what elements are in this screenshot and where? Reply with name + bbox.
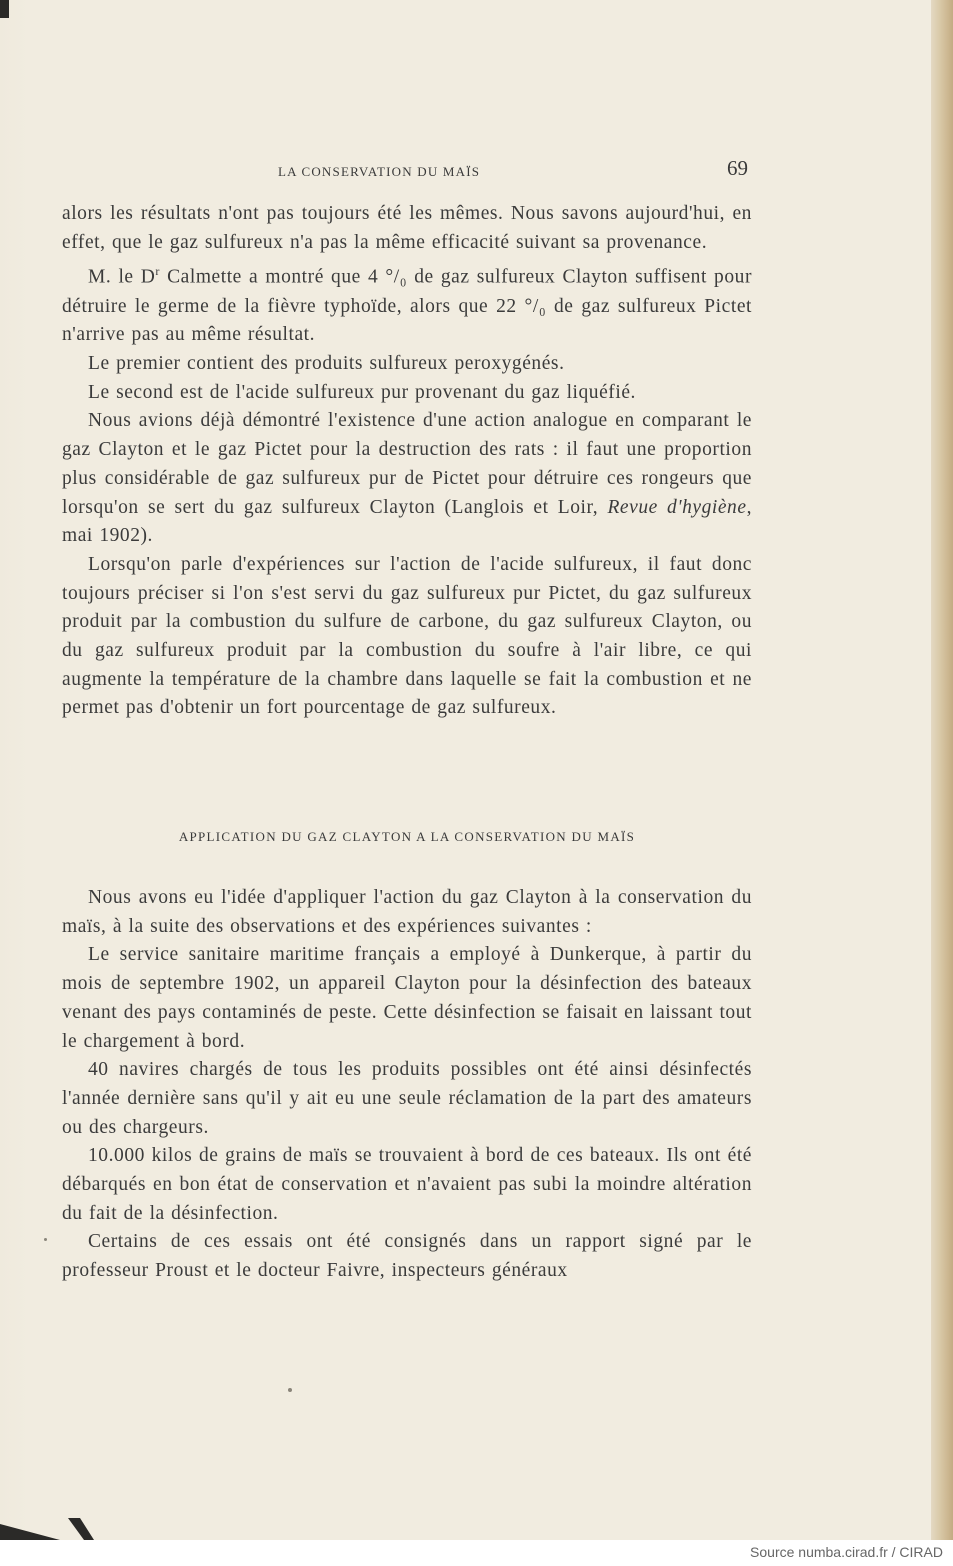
- paragraph: Certains de ces essais ont été consignés dans un rapport signé par le professeur Proust et le docteur Faivre, inspecteurs généraux: [62, 1231, 752, 1282]
- body-text-bottom: [62, 884, 752, 1286]
- paragraph: M. le $D^r$ Calmette a montré que 4 °/₀ de gaz sulfureux Clayton suffisent pour détruire le germe de la fièvre typhoïde, alors que 22 °/₀ de gaz sulfureux Pictet n'arrive pas au même résultat.: [62, 264, 753, 346]
- paragraph: Le premier contient des produits sulfureux peroxygénés.: [88, 353, 565, 375]
- section-title: APPLICATION DU GAZ CLAYTON A LA CONSERVATION DU MAÏS: [178, 829, 636, 844]
- page-header: [262, 156, 752, 186]
- scan-bottom-corner-mark: [0, 1518, 95, 1540]
- paper-speck: [44, 1238, 47, 1241]
- source-credit: Source numba.cirad.fr / CIRAD: [750, 1544, 943, 1560]
- paragraph: Lorsqu'on parle d'expériences sur l'action de l'acide sulfureux, il faut donc toujours préciser si l'on s'est servi du gaz sulfureux pur Pictet, du gaz sulfureux produit par la combustion du sulfure de carbone, du gaz sulfureux Clayton, ou du gaz sulfureux produit par la combustion du soufre à l'air libre, ce qui augmente la température de la chambre dans laquelle se fait la combustion et ne permet pas d'obtenir un fort pourcentage de gaz sulfureux.: [62, 553, 752, 719]
- paragraph: 40 navires chargés de tous les produits possibles ont été ainsi désinfectés l'année dernière sans qu'il y ait eu une seule réclamation de la part des amateurs ou des chargeurs.: [62, 1059, 752, 1138]
- paragraph: Nous avions déjà démontré l'existence d'une action analogue en comparant le gaz Clayton et le gaz Pictet pour la destruction des rats : il faut une proportion plus considérable de gaz sulfureux pur de Pictet pour détruire ces rongeurs que lorsqu'on se sert du gaz sulfureux Clayton (Langlois et Loir, Revue d'hygiène, mai 1902).: [62, 410, 752, 547]
- body-text-top: [62, 200, 752, 723]
- paragraph: Le second est de l'acide sulfureux pur provenant du gaz liquéfié.: [88, 381, 636, 403]
- footer-bar: [0, 1540, 953, 1566]
- paragraph: alors les résultats n'ont pas toujours été les mêmes. Nous savons aujourd'hui, en effet, que le gaz sulfureux n'a pas la même efficacité suivant sa provenance.: [62, 203, 752, 253]
- paragraph: Nous avons eu l'idée d'appliquer l'action du gaz Clayton à la conservation du maïs, à la suite des observations et des expériences suivantes :: [62, 887, 752, 937]
- scan-corner-mark: [0, 0, 9, 18]
- running-head: LA CONSERVATION DU MAÏS: [278, 164, 481, 179]
- paragraph: 10.000 kilos de grains de maïs se trouvaient à bord de ces bateaux. Ils ont été débarqués en bon état de conservation et n'avaient pas subi la moindre altération du fait de la désinfection.: [62, 1145, 752, 1224]
- page-edge-shadow: [931, 0, 953, 1540]
- page-number: 69: [727, 156, 748, 180]
- paper-speck: [288, 1388, 292, 1392]
- page-left-margin: [0, 0, 30, 1540]
- journal-title: Revue d'hygiène: [607, 496, 747, 518]
- paragraph: Le service sanitaire maritime français a employé à Dunkerque, à partir du mois de septembre 1902, un appareil Clayton pour la désinfection des bateaux venant des pays contaminés de peste. Cette désinfection se faisait en laissant tout le chargement à bord.: [62, 944, 752, 1052]
